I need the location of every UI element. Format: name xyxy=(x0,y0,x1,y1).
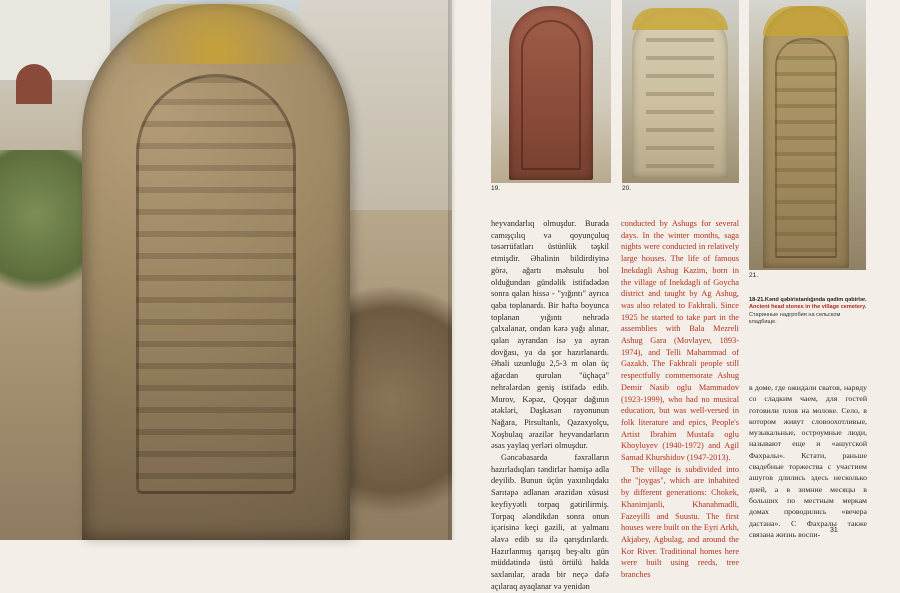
tall-headstone xyxy=(763,6,849,268)
en-paragraph: conducted by Ashugs for several days. In the winter months, saga nights were conducted in relatively large houses. The life of famous Inekdagli Ashug Kazim, born in the village of Inekdagli of Goycha district and taught by Ag Ashug, was also related to Fakhrali. Since 1925 he started to take part in the assemblies with Bala Mezreli Ashug Gara (Movlayev, 1893-1974), and Telli Mahammad of Gazakh. The Fakhrali people still respectfully commemorate Ashug Demir Nasib oglu Mammadov (1923-1999), who had no musical education, but was well-versed in folk literature and epics, People's Artist Ibrahim Mustafa oglu Khoyluyev (1940-1972) and Agil Samad Khurshidov (1947-2013). xyxy=(621,219,739,463)
background-house xyxy=(0,0,110,80)
caption-english: Ancient head stones in the village cemetery. xyxy=(749,304,867,311)
russian-text-column xyxy=(749,382,867,540)
carved-headstone xyxy=(82,4,350,540)
figure-20-photo xyxy=(622,0,739,183)
az-paragraph: Gəncəbasarda fəxrəlların hazırladıqları təndirlər həmişə adla deyilib. Bunun üçün yaxınlıqdakı Sarıtəpə adlanan ərazidən xüsusi keyfiyyətli torpaq gətirilirmiş. Torpaq ələndikdən sonra onun içərisinə keçi gəzili, at yalmanı əlavə edib su ilə qarışdırılardı. Hazırlanmış qarışıq beş-altı gün müddətində üstü örtülü halda saxlanılar, arada bir neçə dəfə açılaraq ayaqlanar və yenidən xyxy=(491,453,609,591)
en-paragraph: The village is subdivided into the "joygas", which are inhabited by different generations: Chokek, Khanimjanli, Khanahmadli, Fazeyilli and Suustu. The first houses were built on the Eyri Arkh, Akjabey, Agbulag, and around the Kor River. Traditional homes here were built using reeds, tree branches xyxy=(621,464,739,580)
caption-russian: Старинные надгробия на сельском кладбище. xyxy=(749,311,841,326)
background-arch xyxy=(16,64,52,104)
ru-paragraph: в доме, где ожидали сватов, нарядy со сладким чаем, для гостей готовили плов на молоке. Село, в котором живут словоохотливые, музыкальные, остроумные люди, называют еще и «ашугской Фахралы». Кстати, раньше свадебные торжества с участием ашугов длились здесь несколько дней, а в зимние месяцы в больших по местным меркам домах проводились «вечера дастана». С Фахралы также связана жизнь воспи- xyxy=(749,383,867,539)
figure-20-number: 20. xyxy=(622,185,632,192)
azerbaijani-text-column xyxy=(491,218,609,593)
figure-21-number: 21. xyxy=(749,272,759,279)
headstone-inscription-panel xyxy=(136,74,296,494)
figure-21-photo xyxy=(749,0,866,270)
background-bush xyxy=(0,150,90,310)
pale-headstone xyxy=(632,8,728,178)
figure-19-number: 19. xyxy=(491,185,501,192)
az-paragraph: heyvandarlıq olmuşdur. Burada camışçılıq və qoyunçuluq təsərrüfatları üstünlük təşkil etmişdir. Əhalinin bildirdiyinə görə, ağartı məhsulu bol olduğundan gündəlik istifadədən sonra qalan hissə - "yığıntı" ayrıca qaba toplanardı. Bir həftə boyunca toplanan yığıntı nehrədə çalxalanar, ondan kərə yağı alınar, qalan ayrandan isə ya ayran dovğası, ya da şor hazırlanardı. Əhali uzunluğu 2,5-3 m olan üç ağacdan qurulan "üçhaça" nehrələrdən geniş istifadə edib. Murov, Kəpəz, Qoşqar dağının ətəkləri, Daşkəsən rayonunun Nağara, Pirsultanlı, Qazaxyolçu, Xoşbulaq ərazilər heyvandarların əsas yaylaq yerləri olmuşdur. xyxy=(491,219,609,451)
book-gutter xyxy=(448,0,456,540)
english-text-column xyxy=(621,218,739,581)
red-headstone xyxy=(509,6,593,180)
page-number: 31 xyxy=(830,527,838,534)
figure-caption xyxy=(749,297,869,327)
headstone-moss xyxy=(112,4,322,64)
figure-19-photo xyxy=(491,0,611,183)
tombstone-photo xyxy=(0,0,452,540)
caption-azerbaijani: 18-21.Kənd qəbiristanlığında qədim qəbirlər. xyxy=(749,297,867,303)
